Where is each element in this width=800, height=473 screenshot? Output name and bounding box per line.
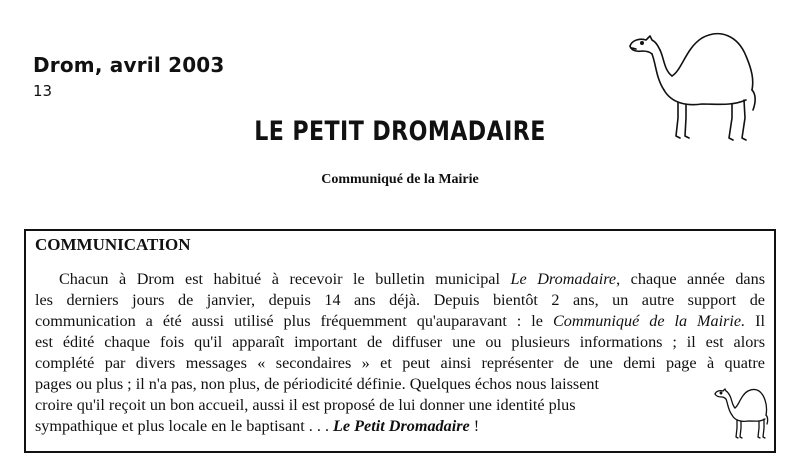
article-line-2: les derniers jours de janvier, depuis 14 ans déjà. Depuis bientôt 2 ans, un autre support de xyxy=(35,291,765,309)
article-line-8: sympathique et plus locale en le baptisant . . . Le Petit Dromadaire ! xyxy=(35,417,480,435)
article-body xyxy=(35,269,765,437)
communication-box xyxy=(24,229,776,453)
camel-icon xyxy=(712,382,770,442)
article-line-5: complété par divers messages « secondaires » et peut ainsi représenter de une demi page à quatre xyxy=(35,354,765,372)
issue-number: 13 xyxy=(33,82,53,100)
dateline: Drom, avril 2003 xyxy=(33,53,225,77)
masthead-subtitle: Communiqué de la Mairie xyxy=(321,172,479,187)
article-line-7: croire qu'il reçoit un bon accueil, aussi il est proposé de lui donner une identité plus xyxy=(35,396,576,414)
article-line-6: pages ou plus ; il n'a pas, non plus, de périodicité définie. Quelques échos nous laissent xyxy=(35,375,599,393)
article-line-4: est édité chaque fois qu'il apparaît important de diffuser une ou plusieurs informations ; il est alors xyxy=(35,333,765,351)
camel-icon xyxy=(622,18,762,150)
masthead-title: LE PETIT DROMADAIRE xyxy=(254,116,546,147)
article-line-1: Chacun à Drom est habitué à recevoir le bulletin municipal Le Dromadaire, chaque année dans xyxy=(59,270,765,288)
article-line-3: communication a été aussi utilisé plus fréquemment qu'auparavant : le Communiqué de la Mairie. Il xyxy=(35,312,765,330)
article-heading: COMMUNICATION xyxy=(35,235,191,254)
